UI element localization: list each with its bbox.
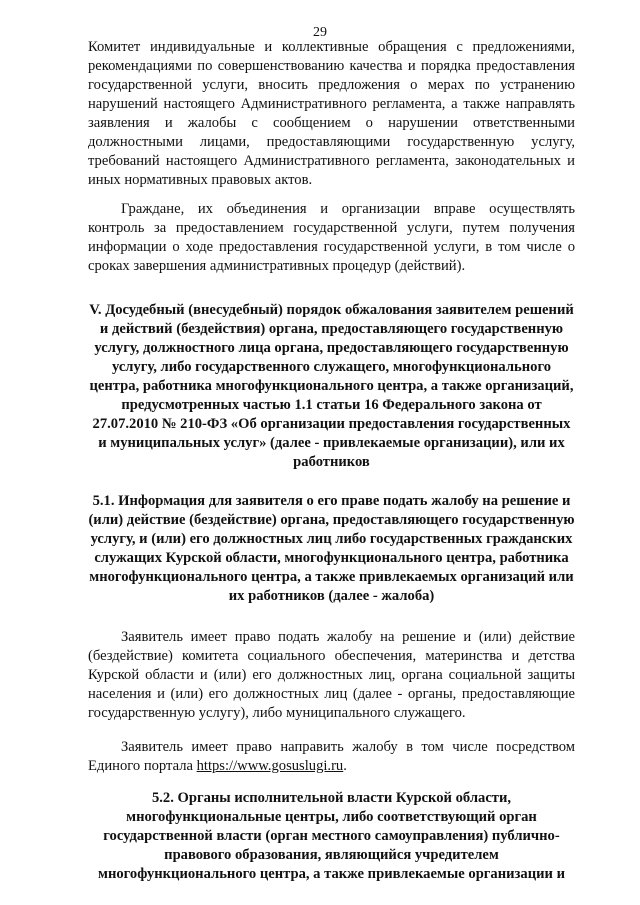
paragraph-4-text: Заявитель имеет право направить жалобу в том числе посредством Единого портала bbox=[88, 739, 575, 774]
paragraph-2: Граждане, их объединения и организации вправе осуществлять контроль за предоставлением государственной услуги, путем получения информации о ходе предоставления государственной услуги, в том числе о сроках завершения административных процедур (действий). bbox=[88, 201, 575, 274]
paragraph-4 bbox=[88, 738, 575, 776]
paragraph-4-end: . bbox=[343, 758, 347, 774]
page-number: 29 bbox=[313, 25, 327, 40]
paragraph-1: Комитет индивидуальные и коллективные обращения с предложениями, рекомендациями по совершенствованию качества и порядка предоставления государственной услуги, вносить предложения о мерах по устранению нарушений настоящего Административного регламента, а также направлять заявления и жалобы с сообщением о нарушении ответственными должностными лицами, предоставляющими государственную услугу, требований настоящего Административного регламента, законодательных и иных нормативных правовых актов. bbox=[88, 39, 575, 188]
gosuslugi-link[interactable]: https://www.gosuslugi.ru bbox=[196, 758, 344, 774]
paragraph-3: Заявитель имеет право подать жалобу на решение и (или) действие (бездействие) комитета социального обеспечения, материнства и детства Курской области и (или) его должностных лиц, органа социальной защиты населения и (или) его должностных лиц (далее - органы, предоставляющие государственную услугу), либо муниципального служащего. bbox=[88, 629, 575, 721]
section-5-heading: V. Досудебный (внесудебный) порядок обжалования заявителем решений и действий (бездействия) органа, предоставляющего государственную услугу, должностного лица органа, предоставляющего государственную услугу, либо государственного служащего, многофункционального центра, работника многофункционального центра, а также организаций, предусмотренных частью 1.1 статьи 16 Федерального закона от 27.07.2010 № 210-ФЗ «Об организации предоставления государственных и муниципальных услуг» (далее - привлекаемые организации), или их работников bbox=[89, 302, 574, 470]
section-5-1-heading: 5.1. Информация для заявителя о его праве подать жалобу на решение и (или) действие (бездействие) органа, предоставляющего государственную услугу, и (или) его должностных лиц либо государственных гражданских служащих Курской области, многофункционального центра, работника многофункционального центра, а также привлекаемых организаций или их работников (далее - жалоба) bbox=[88, 493, 575, 604]
section-5-2-heading: 5.2. Органы исполнительной власти Курской области, многофункциональные центры, либо соответствующий орган государственной власти (орган местного самоуправления) публично-правового образования, являющийся учредителем многофункционального центра, а также привлекаемые организации и bbox=[98, 790, 565, 882]
